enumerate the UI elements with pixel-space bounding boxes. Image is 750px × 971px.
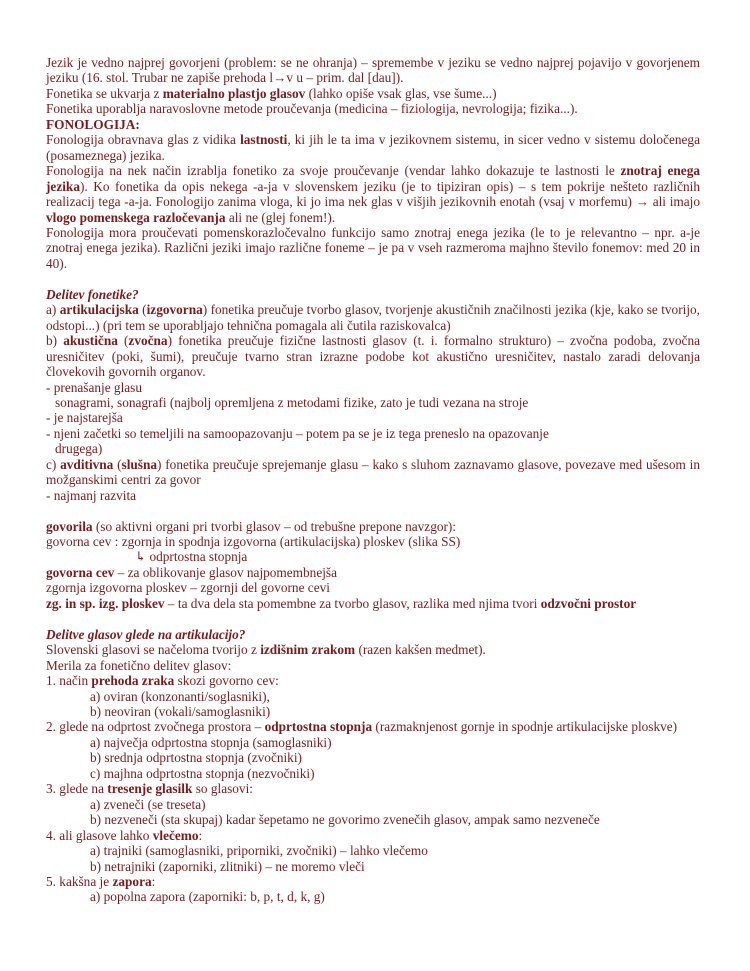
paragraph	[46, 441, 700, 456]
bold-term: tresenje glasilk	[107, 781, 193, 797]
text-run: so glasovi:	[192, 781, 253, 797]
paragraph	[46, 488, 700, 503]
text-run: b) nezveneči (sta skupaj) kadar šepetamo ne govorimo zvenečih glasov, ampak samo nezveneče	[90, 812, 600, 828]
bold-term: slušna	[121, 456, 158, 472]
text-run: 1. način	[46, 673, 92, 689]
text-run: ↳ odprtostna stopnja	[135, 549, 248, 565]
text-run: a) trajniki (samoglasniki, priporniki, zvočniki) – lahko vlečemo	[90, 843, 428, 859]
text-run: a) največja odprtostna stopnja (samoglasniki)	[90, 734, 332, 750]
text-run: b) srednja odprtostna stopnja (zvočniki)	[90, 750, 302, 766]
bold-term: govorila	[46, 518, 93, 534]
text-run: Merila za fonetično delitev glasov:	[46, 657, 232, 673]
text-run: a) zveneči (se treseta)	[90, 796, 206, 812]
paragraph	[46, 874, 700, 889]
text-run: ali ne (glej fonem!).	[225, 209, 336, 225]
bold-term: prehoda zraka	[91, 673, 175, 689]
paragraph	[46, 163, 700, 225]
text-run: govorna cev : zgornja in spodnja izgovorna (artikulacijska) ploskev (slika SS)	[46, 534, 461, 550]
text-run: - prenašanje glasu	[46, 379, 142, 395]
section-heading: Delitev fonetike?	[46, 286, 139, 302]
text-run: ) fonetika preučuje tvorbo glasov, tvorjenje akustičnih značilnosti jezika (kje, kako se tvorijo, odstopi...) (pri tem se uporabljajo tehnična pomagala ali čutila raziskovalca)	[46, 302, 700, 333]
paragraph	[46, 781, 700, 796]
text-run: b) neoviran (vokali/samoglasniki)	[90, 703, 271, 719]
paragraph	[46, 302, 700, 333]
paragraph	[46, 225, 700, 271]
document-page	[46, 55, 700, 905]
bold-term: zg. in sp. izg. ploskev	[46, 595, 165, 611]
text-run: Jezik je vedno najprej govorjeni (problem: se ne ohranja) – spremembe v jeziku se vedno najprej pojavijo v govorjenem jeziku (16. stol. Trubar ne zapiše prehoda l→v u – prim. dal [dau]).	[46, 55, 700, 86]
text-run: (	[138, 302, 147, 318]
paragraph	[46, 596, 700, 611]
text-run: c) majhna odprtostna stopnja (nezvočniki)	[90, 765, 315, 781]
paragraph	[46, 426, 700, 441]
paragraph	[46, 395, 700, 410]
text-run: – ta dva dela sta pomembne za tvorbo glasov, razlika med njima tvori	[164, 595, 541, 611]
text-run: drugega)	[55, 441, 103, 457]
paragraph	[46, 689, 700, 704]
text-run: (so aktivni organi pri tvorbi glasov – od trebušne prepone navzgor):	[92, 518, 457, 534]
bold-term: artikulacijska	[59, 302, 139, 318]
text-run: Fonologija obravnava glas z vidika	[46, 132, 241, 148]
text-run: ) fonetika preučuje sprejemanje glasu – kako s sluhom zaznavamo glasove, povezave med ušesom in možganskimi centri za govor	[46, 456, 700, 488]
bold-term: izdišnim zrakom	[260, 642, 356, 658]
text-run: b) netrajniki (zaporniki, zlitniki) – ne moremo vleči	[90, 858, 365, 874]
text-run: - je najstarejša	[46, 410, 123, 426]
bold-term: vlečemo	[152, 827, 199, 843]
text-run: ) fonetika preučuje fizične lastnosti glasov (t. i. formalno strukturo) – zvočna podoba, zvočna uresničitev (poki, šumi), preučuje tvarno stran izrazne podobe kot akustično uresničitev, nastalo zaradi delovanja človekovih govornih organov.	[46, 333, 700, 380]
paragraph	[46, 859, 700, 874]
text-run: c)	[46, 456, 61, 472]
paragraph	[46, 750, 700, 765]
bold-term: zapora	[112, 873, 152, 889]
paragraph	[46, 565, 700, 580]
bold-term: lastnosti	[240, 132, 288, 148]
paragraph	[46, 380, 700, 395]
text-run: skozi govorno cev:	[174, 673, 279, 689]
text-run: zgornja izgovorna ploskev – zgornji del govorne cevi	[46, 580, 330, 596]
paragraph	[46, 673, 700, 688]
bold-term: vlogo pomenskega razločevanja	[46, 209, 226, 225]
text-run: ). Ko fonetika da opis nekega -a-ja v slovenskem jeziku (je to tipiziran opis) – s tem pokrije nešteto različnih realizacij tega -a-ja. Fonologijo zanima vloga, ki jo ima nek glas v višjih jezikovnih enotah (vsaj v morfemu) → ali imajo	[46, 178, 700, 210]
paragraph	[46, 658, 700, 673]
text-run: :	[151, 873, 156, 889]
text-run: Slovenski glasovi se načeloma tvorijo z	[46, 642, 261, 658]
blank-line	[46, 503, 700, 518]
paragraph	[46, 519, 700, 534]
paragraph	[46, 642, 700, 657]
text-run: (	[117, 333, 129, 349]
paragraph	[46, 410, 700, 425]
paragraph	[46, 812, 700, 827]
text-run: Fonologija na nek način izrablja fonetiko za svoje proučevanje (vendar lahko dokazuje te lastnosti le	[46, 163, 621, 179]
blank-line	[46, 611, 700, 626]
text-run: (razen kakšen medmet).	[355, 642, 486, 658]
text-run: - najmanj razvita	[46, 487, 137, 503]
text-run: 4. ali glasove lahko	[46, 827, 153, 843]
paragraph	[46, 828, 700, 843]
text-run: b)	[46, 333, 64, 349]
paragraph	[46, 101, 700, 116]
paragraph	[46, 580, 700, 595]
paragraph	[46, 117, 700, 132]
bold-term: akustična	[63, 333, 118, 349]
paragraph	[46, 549, 700, 564]
paragraph	[46, 333, 700, 379]
bold-term: odzvočni prostor	[540, 595, 637, 611]
paragraph	[46, 287, 700, 302]
text-run: a) popolna zapora (zaporniki: b, p, t, d, k, g)	[90, 889, 325, 905]
text-run: (	[113, 456, 122, 472]
text-run: 2. glede na odprtost zvočnega prostora –	[46, 719, 265, 735]
text-run: a)	[46, 302, 60, 318]
bold-term: znotraj enega jezika	[46, 163, 700, 194]
bold-term: izgovorna	[146, 302, 203, 318]
text-run: Fonetika uporablja naravoslovne metode proučevanja (medicina – fiziologija, nevrologija; fizika...).	[46, 101, 578, 117]
text-run: :	[198, 827, 203, 843]
paragraph	[46, 797, 700, 812]
paragraph	[46, 86, 700, 101]
text-run: (razmaknjenost gornje in spodnje artikulacijske ploskve)	[372, 719, 678, 735]
paragraph	[46, 55, 700, 86]
text-run: , ki jih le ta ima v jezikovnem sistemu, in sicer vedno v sistemu določenega (posameznega) jezika.	[46, 132, 700, 163]
text-run: sonagrami, sonagrafi (najbolj opremljena z metodami fizike, zato je tudi vezana na stroje	[55, 394, 529, 410]
text-run: 5. kakšna je	[46, 873, 113, 889]
text-run: a) oviran (konzonanti/soglasniki),	[90, 688, 270, 704]
text-run: Fonologija mora proučevati pomenskorazločevalno funkcijo samo znotraj enega jezika (le to je relevantno – npr. a-je znotraj enega jezika). Različni jeziki imajo različne foneme – je pa v vseh razmeroma majhno število fonemov: med 20 in 40).	[46, 224, 700, 271]
bold-term: materialno plastjo glasov	[162, 85, 306, 101]
paragraph	[46, 843, 700, 858]
paragraph	[46, 534, 700, 549]
paragraph	[46, 132, 700, 163]
text-run: Fonetika se ukvarja z	[46, 85, 163, 101]
bold-term: govorna cev	[46, 564, 115, 580]
paragraph	[46, 889, 700, 904]
blank-line	[46, 271, 700, 286]
paragraph	[46, 704, 700, 719]
paragraph	[46, 766, 700, 781]
paragraph	[46, 735, 700, 750]
bold-term: odprtostna stopnja	[264, 719, 373, 735]
paragraph	[46, 627, 700, 642]
text-run: - njeni začetki so temeljili na samoopazovanju – potem pa se je iz tega preneslo na opazovanje	[46, 425, 549, 441]
bold-term: FONOLOGIJA:	[46, 116, 140, 132]
bold-term: zvočna	[128, 333, 168, 349]
text-run: 3. glede na	[46, 781, 108, 797]
text-run: (lahko opiše vsak glas, vse šume...)	[305, 85, 497, 101]
section-heading: Delitve glasov glede na artikulacijo?	[46, 626, 246, 642]
text-run: – za oblikovanje glasov najpomembnejša	[114, 564, 337, 580]
paragraph	[46, 457, 700, 488]
bold-term: avditivna	[60, 456, 114, 472]
paragraph	[46, 719, 700, 734]
